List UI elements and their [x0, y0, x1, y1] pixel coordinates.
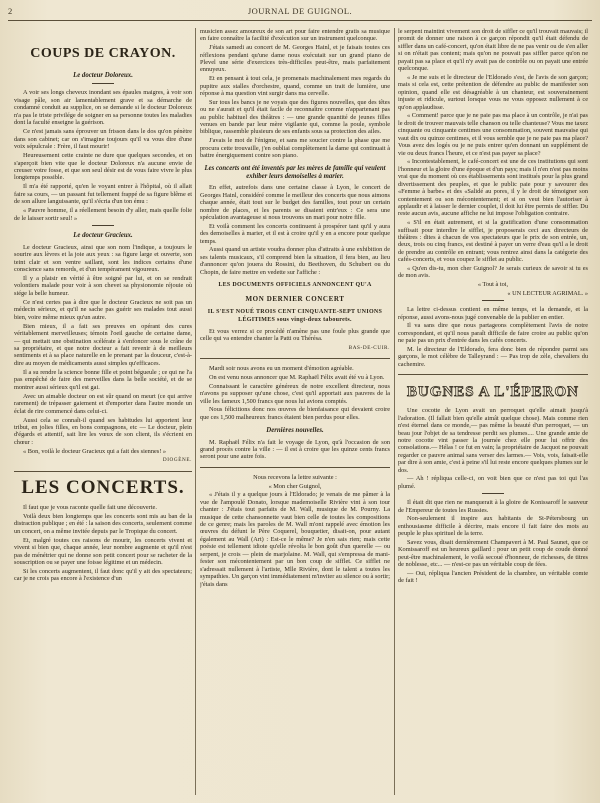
paragraph: Ce n'est certes pas à dire que le docteur Gracieux ne soit pas un médecin sérieux, et qu'il ne sache pas guérir ses malades tout aussi bien, voire même mieux qu'un autre.: [14, 298, 192, 321]
paragraph: « Comment! parce que je ne paie pas ma place à un contrôle, je n'ai pas le droit de trouver mauvais telle chanson ou telle chanteuse? Vous me taxez cinquante ou cinquante centimes une consommation, souvent mauvaise qui vaut dix ou quinze centimes, et il vous semble que je ne paie pas ma place? Vous avez des logés ou je ne puis entrer qu'en donnant un supplément de vie ou deux francs l'heure, et ce n'est pas payer sa place?: [398, 112, 588, 157]
paragraph: J'étais samedi au concert de M. Georges Hainl, et je faisais toutes ces réflexions pendant qu'une dame nous exécutait sur un grand piano de Plevel une série d'exercices très-difficiles peut-être, mais parfaitement ennuyeux.: [200, 44, 390, 74]
paragraph: — Oui, répliqua l'ancien Président de la chambre, un véritable comte de fait !: [398, 569, 588, 585]
paragraph: Aussi cela se connaît-il quand ses habitudes lui apportent leur tribut, en jolies filles, en bons compagnons, etc — Le docteur, plein d'égards et attentif, sait lire les vœux de son client, ils s'écrient en chœur :: [14, 416, 192, 446]
divider: [482, 300, 504, 301]
paragraph: Nous recevons la lettre suivante :: [253, 473, 337, 481]
section-heading: Le docteur Gracieux.: [73, 232, 133, 240]
notice-heading: MON DERNIER CONCERT: [245, 294, 345, 303]
article-title-coups-de-crayon: COUPS DE CRAYON.: [30, 46, 176, 61]
column-2: [200, 28, 390, 797]
paragraph: Aussi quand un artiste voudra donner plus d'attraits à une exhibition de ses talents musicaux, s'il comprend bien la situation, il fera bien, au lieu d'annoncer qu'on jouera du Rossini, du Beethoven, du Schubert ou du Chopin, de faire mettre en vedette sur l'affiche :: [200, 246, 390, 276]
section-heading: Les concerts ont été inventés par les mères de famille qui veulent exhiber leurs demoiselles à marier.: [204, 165, 386, 180]
paragraph: On est venu nous annoncer que M. Raphaël Félix avait été vu à Lyon.: [209, 373, 385, 381]
letter-closing: « Tout à toi,: [477, 281, 509, 289]
paragraph: Voilà deux bien longtemps que les concerts sont mis au ban de la distraction publique ; en été : la saison des concerts, seulement comme un concert, on a même invitée depuis par le Tropique du concert.: [14, 512, 192, 535]
paragraph: Il m'a été rapporté, qu'en le voyant entrer à l'hôpital, où il allait faire sa cours, — un passant fut tellement frappé de sa figure blême et de son allure languissante, qu'il s'écria d'un ton ému :: [14, 183, 192, 206]
page-number: 2: [8, 6, 13, 16]
paragraph: A voir ses longs cheveux inondant ses épaules maigres, à voir son visage pâle, son air lamentablement grave et sa démarche de condamné conduit au supplice, on se demande si le docteur Doloreux n'a pas le triste privilége de soigner en sa personne toutes les maladies dont la faculté enseigne la guérison.: [14, 89, 192, 127]
column-3: [398, 28, 588, 797]
signature: DIOGÈNE.: [162, 457, 192, 464]
paragraph: Il était dit que rien ne manquerait à la gloire de Konissaroff le sauveur de l'Empereur de toutes les Russies.: [398, 499, 588, 514]
paragraph: le serpent maintint vivement son droit de siffler ce qu'il trouvait mauvais; il promit de donner une raison à ce garçon répondit qu'il était défendu de siffler dans un café-concert, qu'on était libre de ne pas venir ou de s'en aller si on n'était pas content; mais qu'on ne pouvait pas siffler parce qu'on ne payait pas sa place et qu'il n'y avait pas de contrôle ou on payait une entrée quelconque.: [398, 28, 588, 73]
paragraph: « S'il en était autrement, et si la gratification d'une consommation suffisait pour interdire le sifflet, je proposerais ceci aux directeurs de théâtres : dites à chacun de vos spectateurs que le prix de son entrée, un, deux, trois ou cinq francs, est destiné à payer un verre d'eau qu'il a le droit de prendre au contrôle en entrant; vous rentrez ainsi dans la catégorie des cafés-concerts, et vous coupez le sifflet au public.: [398, 219, 588, 264]
notice-line: IL S'EST NOUÉ TROIS CENT CINQUANTE-SEPT UNIONS LÉGITIMES sous vingt-deux tabourets.: [207, 309, 383, 323]
paragraph: Mardi soir nous avons eu un moment d'émotion agréable.: [209, 365, 354, 373]
paragraph: « Bon, voilà le docteur Gracieux qui a fait des siennes! »: [23, 447, 167, 455]
paragraph: « Pauvre homme, il a réellement besoin d'y aller, mais quelle folie de le laisser sortir seul! »: [14, 207, 192, 222]
paragraph: Connaissant le caractère généreux de notre excellent directeur, nous n'avons pu supposer qu'une chose, c'est qu'il apportait aux pauvres de la ville les fameux 1,500 francs que nous lui avions comptés.: [200, 382, 390, 405]
paragraph: « J'étais il y a quelque jours à l'Eldorado; je venais de me pâmer à la vue de l'ampoulé Donato, lorsque mademoiselle Rivière vint à son tour chanter : J'étais tout parfaits de M. Wall, musique de M. Pourny. La musique de cette chansonnette vaut bien celle de toutes les compositions de ce genre; mais les paroles de M. Wall m'ont rappelé avec émotion les œuvres du défunt le Père Coquerel, bouquetier, disait-on, pour autant également au Wall (Art) : Est-ce le même? Je n'en sais rien; mais cette poésie est tellement idiote qu'elle révolta le bon goût d'un querelle — ou serpent, je crois — plein de marjolaine. M. Wall, qui s'empressa de mani-fester son mécontentement par un bon coup de sifflet. Ce sifflet ne s'adressait nullement à l'artiste, Mlle Rivière, dont le talent a toutes les sympathies. Un garçon vint immédiatement m'inviter au silence ou à sortir; j'étais dans: [200, 491, 390, 588]
letter-signature: « UN LECTEUR AGRIMAL. »: [507, 289, 588, 297]
paragraph: M. le directeur de l'Eldorado, fera donc bien de répondre parmi ses garçons, le mot célèbre de Talleyrand : — Pas trop de zèle, chevaliers du cachemire.: [398, 345, 588, 368]
paragraph: Sur tous les bancs je ne voyais que des figures nouvelles, que des têtes ou ne s'aurait et qu'il était facile de reconnaître comme n'appartenant pas au public habituel des théâtres : — une grande quantité de jeunes filles venues en bande par leur mère vigilante qui, comme la poule, symbole biblique, rassemble plusieurs de ses enfants sous sa protection des ailes.: [200, 98, 390, 136]
paragraph: Une cocotte de Lyon avait un perroquet qu'elle aimait jusqu'à l'adoration. (Il fallait bien qu'elle aimât quelque chose). Mais comme rien n'est éternel dans ce monde,— pas même la beauté d'un perroquet, — un beau jour l'objet de sa tendresse perdit ses plumes.... Une grande amie de notre cocotte vint passer la journée chez elle pour lui offrir des consolations.— Hélas ! ce fut en vain; la propriétaire de Jacquot ne pouvait regarder ce pauvre animal sans verser des larmes.— Vois, vois, faisait-elle par dire à son amie, c'est à peine s'il lui reste encore quelques plumes sur le dos.: [398, 407, 588, 474]
section-heading: Dernières nouvelles.: [266, 427, 324, 435]
header-rule: [8, 20, 592, 21]
paragraph: Et vous verrez si ce procédé n'amène pas une foule plus grande que celle qui va entendre chanter la Patti ou Thérésa.: [200, 327, 390, 343]
paragraph: En effet, autrefois dans une certaine classe à Lyon, le concert de Georges Hainl, considéré comme le meilleur des concerts que nous aimons chaque année, était tout sur le budget des familles, tout pour un certain nombre de places, et les parents se disaient entr'eux : Ce sera une spéculation avantageuse si nous trouvons un mari pour notre fille.: [200, 184, 390, 222]
paragraph: La lettre ci-dessus contient en même temps, et la demande, et la réponse, aussi avons-nous jugé convenable de la publier en entier.: [398, 306, 588, 321]
paragraph: — Ah ! répliqua celle-ci, on voit bien que ce n'est pas toi qui l'as plumé.: [398, 475, 588, 490]
paragraph: M. Raphaël Félix n'a fait le voyage de Lyon, qu'à l'occasion de son grand procès contre la ville : — il est à croire que les quinze cents francs seront pour une autre fois.: [200, 438, 390, 461]
paragraph: « Je me suis et le directeur de l'Eldorado s'est, de l'avis de son garçon; mais si cela est, cette prétention de défendre au public de manifester son opinion, quand elle est désagréable à un chanteur, est souverainement injuste et ridicule, surtout lorsque vous ne vous opposez nullement à ce qu'on applaudisse.: [398, 73, 588, 111]
paragraph: Heureusement cette crainte ne dure que quelques secondes, et on s'aperçoit bien vite que le docteur Doloreux n'a aucune envie de creuser votre fosse, et que son seul désir est de vous faire vivre le plus longtemps possible.: [14, 152, 192, 182]
divider: [14, 471, 192, 472]
divider: [200, 467, 390, 468]
article-title-les-concerts: LES CONCERTS.: [21, 476, 185, 498]
letter-salutation: « Mon cher Guignol,: [268, 482, 322, 490]
paragraph: Avec un aimable docteur on est sûr quand on meurt (ce qui arrive rarement) de trépasser gaiement et d'emporter dans l'autre monde un éclat de rire commencé dans celui-ci.: [14, 392, 192, 415]
paragraph: Et en pensant à tout cela, je promenais machinalement mes regards du pupitre aux stalles d'orchestre, quand, comme un trait de lumière, une réponse à ma question vint surgir dans ma cervelle.: [200, 75, 390, 97]
paragraph: J'avais le mot de l'énigme, et sans me soucier contre la phase que me procura cette trouvaille, j'en oubliai complètement la dame qui continuait à battre énergiquement contre son piano.: [200, 137, 390, 159]
notice-line: LES DOCUMENTS OFFICIELS ANNONCENT QU'A: [218, 282, 372, 289]
paragraph: « Qu'en dis-tu, mon cher Guignol? Je serais curieux de savoir si tu es de mon avis.: [398, 264, 588, 280]
paragraph: « Incontestablement, le café-concert est une de ces institutions qui sont l'honneur et la gloire d'une époque et d'un pays; mais il n'en n'est pas moins vrai que du moment où ces établissements sont institués pour la plus grand divertissement des peuples, et que le public paie pour y savourer des «Femme à barbe» et des «Salidé au pores, il y le droit de témoigner son contentement ou son mécontentement; et si on veut bien l'autoriser à applaudir et à laisser le dernier couplet, il doit lui être permis de siffler. Du reste aucun avis, aucune affiche ne lui impose l'obligation contraire.: [398, 158, 588, 218]
column-divider: [394, 28, 395, 795]
paragraph: Non-seulement il inspire aux habitants de St-Pétersbourg un enthousiasme difficile à décrire, mais encore il fait faire des mots au peuple le plus spirituel de la terre.: [398, 515, 588, 538]
paragraph: Le docteur Gracieux, ainsi que son nom l'indique, a toujours le sourire aux lèvres et la joie aux yeux : sa figure large et ouverte, son teint clair et son ventre saillant, sont les indices certains d'une conscience sans remords, et d'un tempérament vigoureux.: [14, 243, 192, 273]
paragraph: Nous félicitions donc nos œuvres de bienfaisance qui devaient croire que ces 1,500 malheureux francs étaient bien perdus pour elles.: [200, 406, 390, 421]
paragraph: Bien mieux, il a fait ses preuves en opérant des cures véritablement merveilleuses; témoin l'oeil gauche de certaine dame, — qui mettait une obstination scélérate à s'enfoncer sous le crâne de sa propriétaire, et que notre docteur a fait revenir à de meilleurs sentiments et à sa place naturelle en le prenant par la douceur, c'est-à-dire au moyen de médicaments aussi simples qu'efficaces.: [14, 322, 192, 367]
divider: [200, 358, 390, 359]
paragraph: Si les concerts augmentent, il faut donc qu'il y ait des spectateurs; car je ne crois pas encore à l'existence d'un: [14, 567, 192, 583]
divider: [482, 493, 504, 494]
paragraph: Savez vous, disait dernièrement Champavert à M. Paul Saunet, que ce Komissaroff est un heureux gaillard : pour un petit coup de coude donné peut-être machinalement, le voilà secoué d'honneur, de richesses, de titres de noblesse, etc... — n'est-ce pas un véritable coup de fées.: [398, 538, 588, 569]
article-title-bugnes: BUGNES A L'ÉPERON: [406, 384, 580, 401]
paragraph: Il va sans dire que nous partageons complètement l'avis de notre correspondant, et qu'il nous paraît difficile de faire croire au public qu'on ne paie pas un prix d'entrée dans les cafés concerts.: [398, 322, 588, 345]
paragraph: musicien assez amoureux de son art pour faire entendre gratis sa musique en faire connaître la facilité d'exécution sur un instrument quelconque.: [200, 28, 390, 43]
page-header: [0, 0, 600, 22]
divider: [398, 374, 588, 375]
paragraph: Et, malgré toutes ces raisons de mourir, les concerts vivent et vivent si bien que, chaque année, leur nombre augmente et qu'il n'est pas de ménétrier qui ne donne son petit concert pour se racheter de la souscription ou se payer une foisse légitime et un médecin.: [14, 536, 192, 566]
paragraph: Et voilà comment les concerts continuent à prospérer tant qu'il y aura des demoiselles à marier, et il est à croire qu'il y en a encore pour quelque temps.: [200, 222, 390, 245]
paragraph: Il a su rendre la science bonne fille et point bégueule ; ce qui ne l'a pas empêché de faire des merveilles dans la belle société, et de se montrer aussi sérieux qu'il est gai.: [14, 368, 192, 391]
section-heading: Le docteur Doloreux.: [73, 72, 133, 79]
divider: [92, 225, 114, 226]
paragraph: Il y a plaisir en vérité à être soigné par lui, et on se rendrait volontiers malade pour voir à son chevet sa physionomie réjouie où siége la belle humeur.: [14, 274, 192, 297]
signature: BAS-DE-CUIR.: [348, 344, 390, 351]
paragraph: Il faut que je vous raconte quelle fait une découverte.: [23, 503, 157, 511]
paragraph: Ce n'est jamais sans éprouver un frisson dans le dos qu'on pénètre dans son cabinet; car on s'imagine toujours qu'il va vous dire d'une voix sépulcrale : Frère, il faut mourir!: [14, 128, 192, 151]
column-divider: [195, 28, 196, 795]
journal-title: JOURNAL DE GUIGNOL.: [247, 6, 353, 16]
divider: [92, 83, 114, 84]
column-1: [14, 28, 192, 797]
